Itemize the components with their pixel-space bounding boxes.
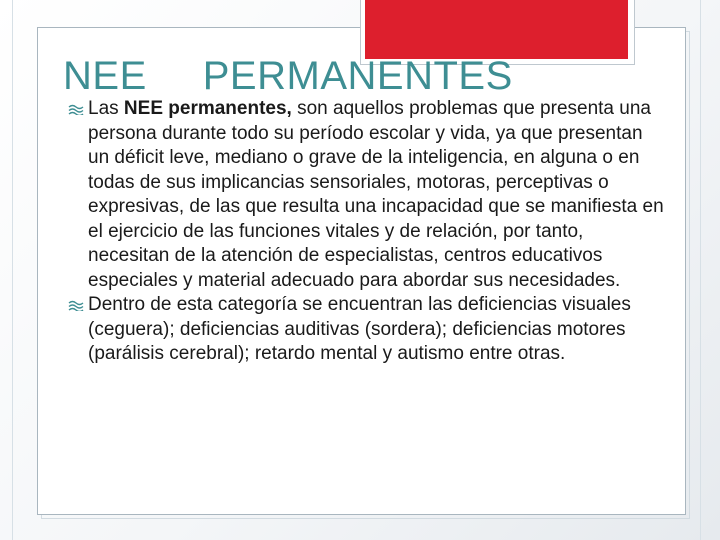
wave-bullet-icon — [68, 103, 84, 115]
bullet-item — [68, 97, 668, 293]
title-word-nee: NEE — [63, 54, 147, 98]
slide-title — [63, 54, 513, 98]
bullet-label: Las — [88, 98, 119, 119]
wave-bullet-icon — [68, 299, 84, 311]
background-line — [12, 0, 13, 540]
bullet-text: Dentro de esta categoría se encuentran las deficiencias visuales (ceguera); deficiencias auditivas (sordera); deficiencias motores (parálisis cerebral); retardo mental y autismo entre otras. — [88, 294, 631, 364]
title-word-permanentes: PERMANENTES — [202, 54, 513, 98]
bullet-text: son aquellos problemas que presenta una persona durante todo su período escolar y vida, ya que presentan un déficit leve, mediano o grave de la inteligencia, en alguna o en todas de sus implicancias sensoriales, motoras, perceptivas o expresivas, de las que resulta una incapacidad que se manifiesta en el ejercicio de las funciones vitales y de relación, por tanto, necesitan de la atención de especialistas, centros educativos especiales y material adecuado para abordar sus necesidades. — [88, 98, 664, 291]
red-accent-box — [365, 0, 628, 59]
bullet-list — [68, 97, 668, 367]
background-line — [700, 0, 701, 540]
bullet-term: NEE permanentes, — [123, 98, 292, 119]
bullet-item — [68, 293, 668, 367]
